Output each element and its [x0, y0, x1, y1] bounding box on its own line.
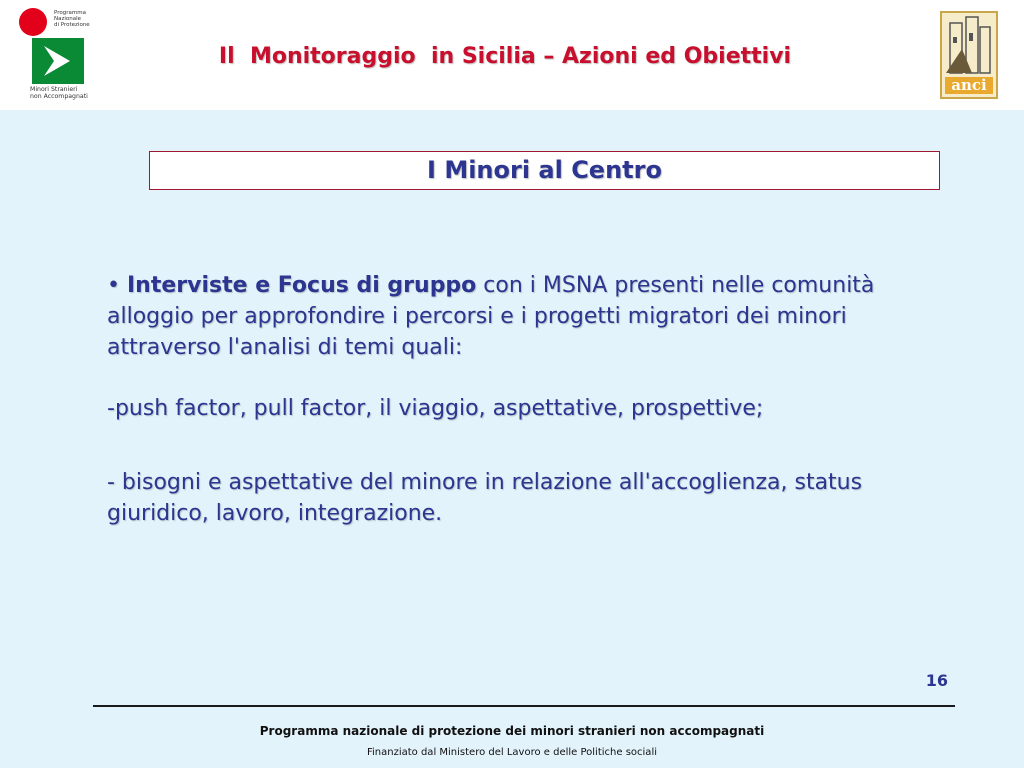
slide-header — [0, 0, 1024, 110]
anci-logo-text: anci — [945, 77, 993, 94]
footer-program: Programma nazionale di protezione dei minori stranieri non accompagnati — [259, 724, 765, 738]
paragraph-factors: -push factor, pull factor, il viaggio, aspettative, prospettive; — [107, 396, 764, 421]
section-title: I Minori al Centro — [149, 151, 940, 190]
bullet-icon: • — [107, 273, 120, 298]
footer-divider — [93, 705, 955, 707]
castle-icon — [942, 13, 996, 77]
page-number: 16 — [925, 671, 948, 690]
program-logo-text: Programma Nazionale di Protezione — [54, 10, 90, 28]
slide-content — [107, 270, 957, 529]
anci-logo — [940, 11, 998, 99]
slide-title: Il Monitoraggio in Sicilia – Azioni ed Obiettivi — [218, 44, 792, 69]
paragraph-interviews — [107, 270, 957, 363]
footer-funding: Finanziato dal Ministero del Lavoro e delle Politiche sociali — [366, 747, 657, 758]
paragraph-needs: - bisogni e aspettative del minore in relazione all'accoglienza, status giuridico, lavoro, integrazione. — [107, 470, 863, 526]
paragraph-interviews-bold: Interviste e Focus di gruppo — [126, 273, 477, 298]
paragraph-interviews-text: con i MSNA presenti nelle comunità alloggio per approfondire i percorsi e i progetti migratori dei minori attraverso l'analisi di temi quali: — [107, 273, 875, 360]
program-logo-subtext: Minori Stranieri non Accompagnati — [30, 86, 88, 100]
